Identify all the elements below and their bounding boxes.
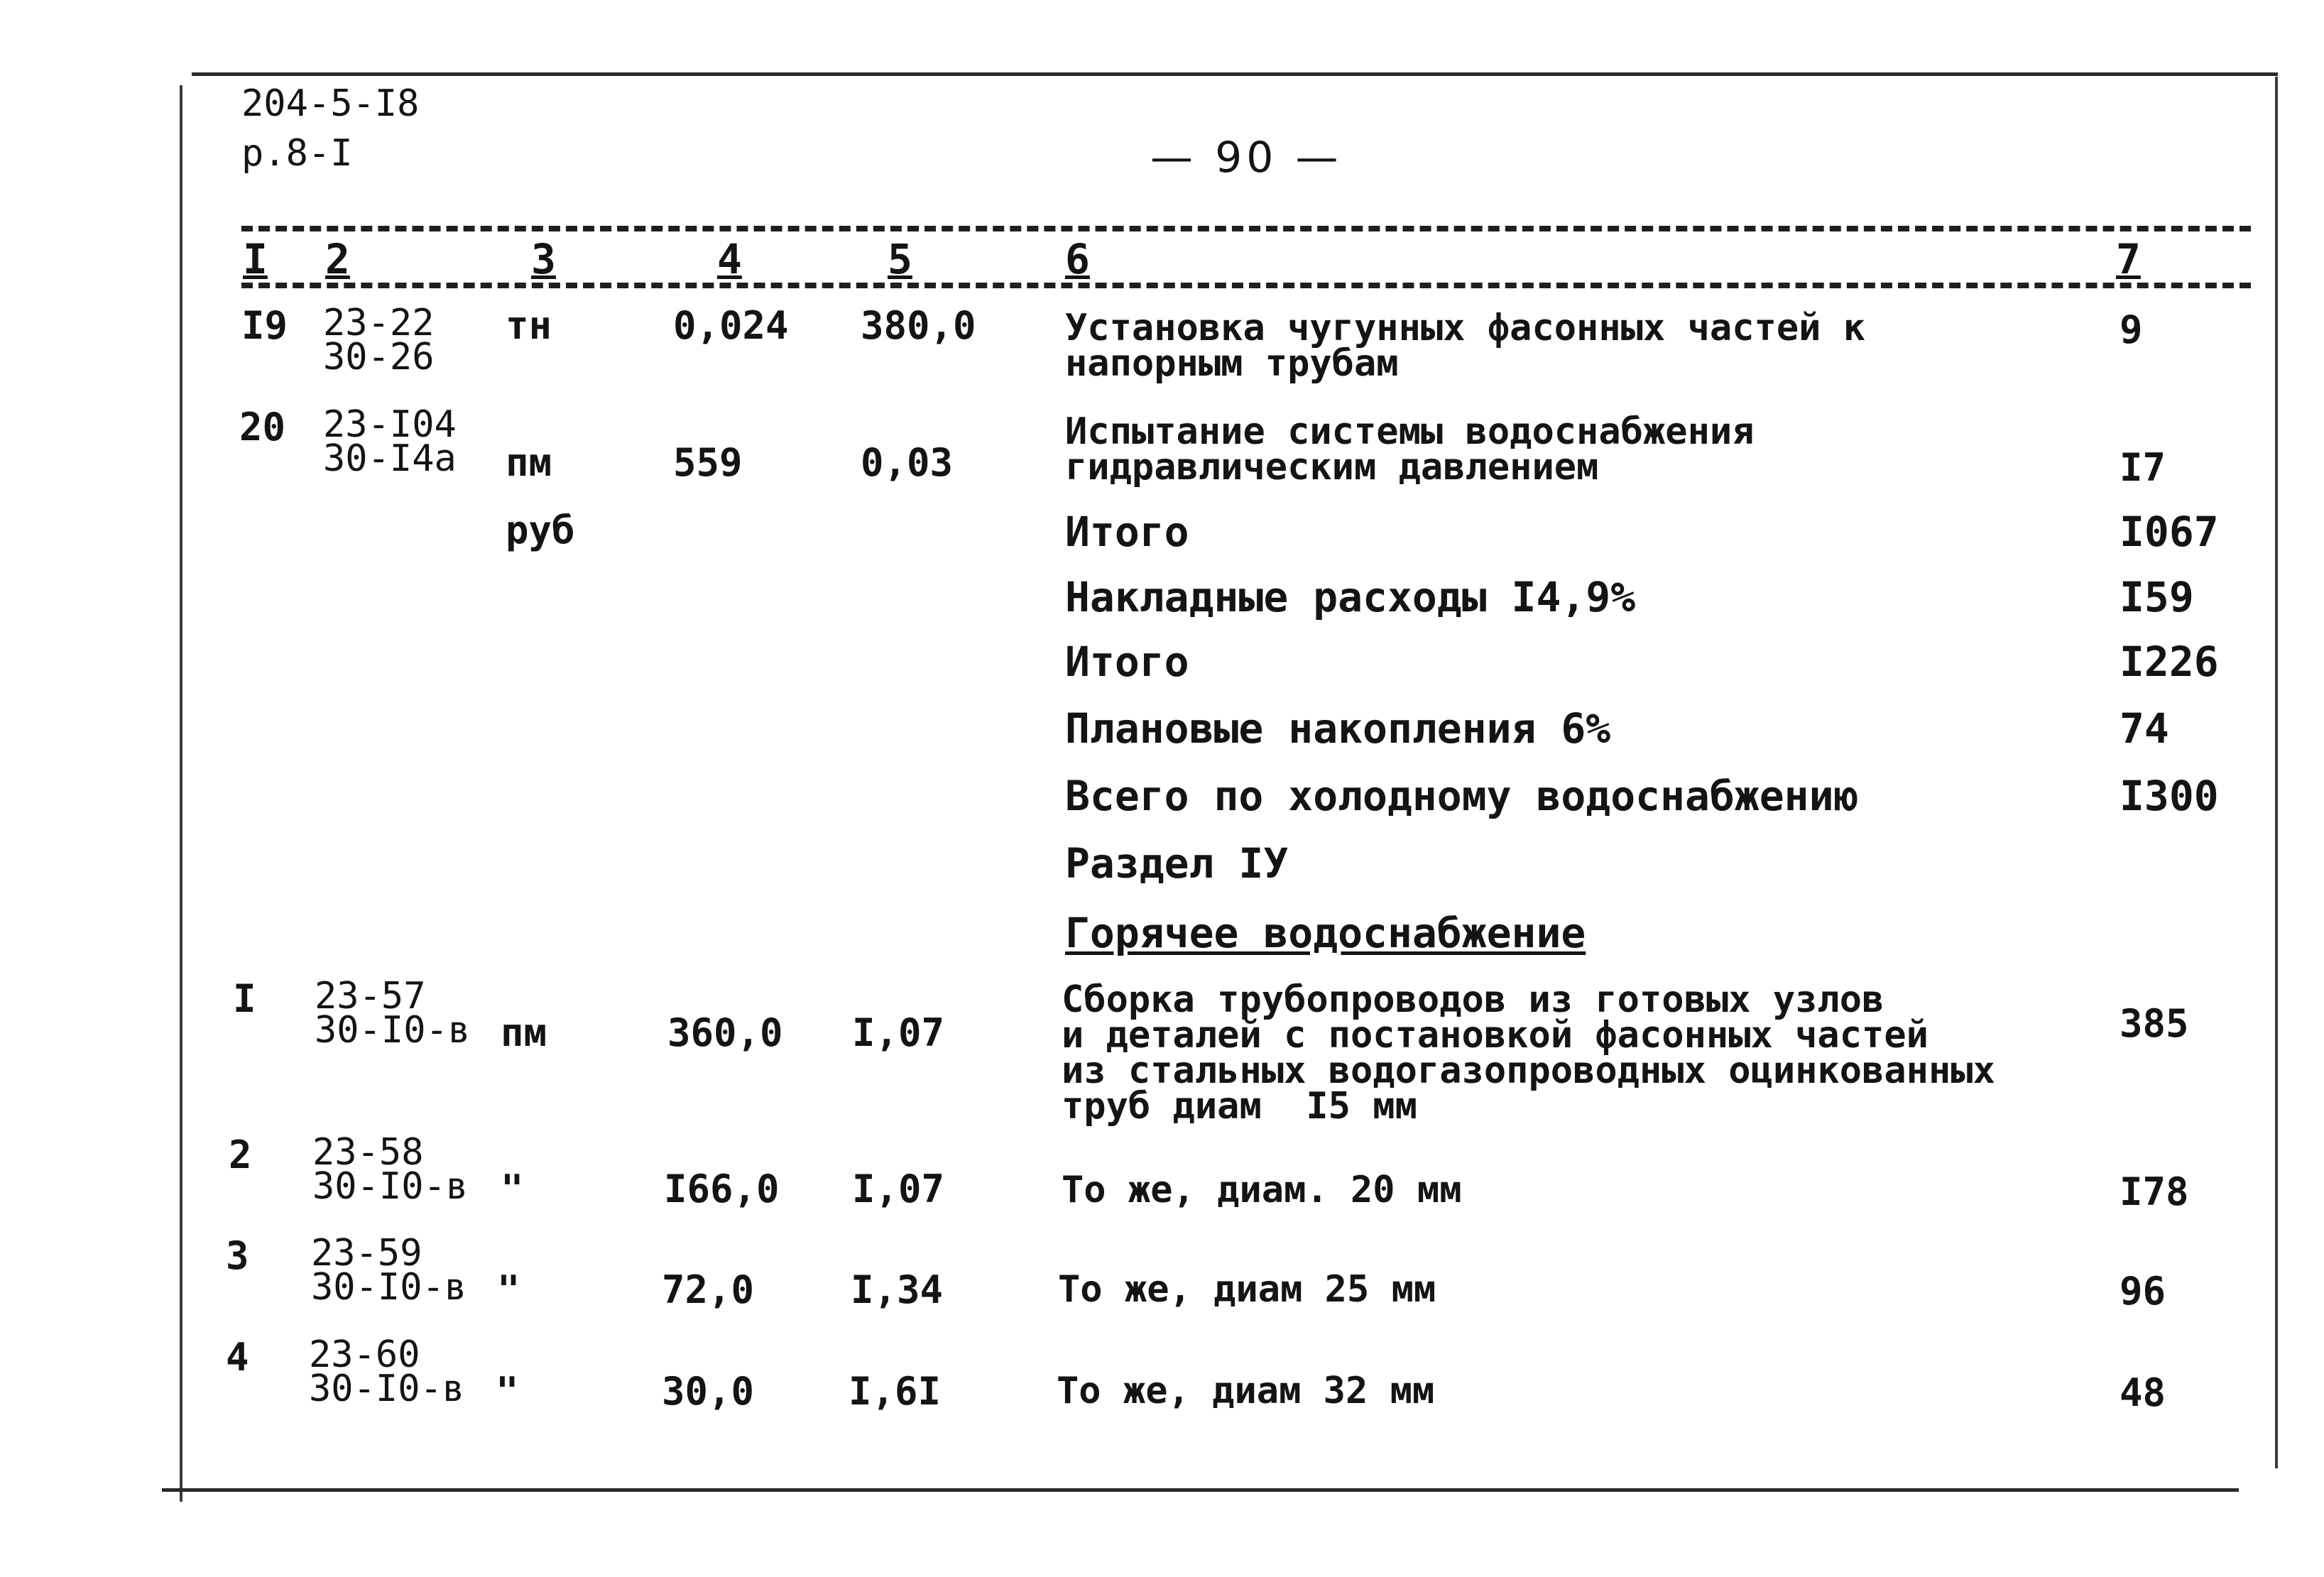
planned-savings-value: 74 bbox=[2120, 704, 2169, 753]
unit-price: I,07 bbox=[852, 1167, 945, 1211]
work-description: Сборка трубопроводов из готовых узлов и деталей с постановкой фасонных частей из стальных водогазопроводных оцинкованных труб диам I5 мм bbox=[1062, 978, 1995, 1128]
column-3-header: 3 bbox=[531, 235, 556, 283]
quantity: 0,024 bbox=[673, 303, 789, 348]
unit-price: I,07 bbox=[852, 1010, 945, 1055]
frame-top-border bbox=[192, 72, 2278, 76]
unit-price: I,34 bbox=[851, 1267, 944, 1312]
page-number: — 90 — bbox=[1150, 133, 1343, 182]
row-number: I bbox=[233, 976, 256, 1021]
unit: тн bbox=[506, 303, 552, 348]
unit: пм bbox=[506, 440, 552, 485]
work-description: То же, диам. 20 мм bbox=[1062, 1169, 1462, 1211]
frame-right-border bbox=[2275, 77, 2278, 1468]
row-number: 4 bbox=[226, 1335, 249, 1380]
planned-savings-label: Плановые накопления 6% bbox=[1065, 704, 1611, 753]
column-5-header: 5 bbox=[888, 235, 912, 283]
total-cost: 96 bbox=[2120, 1269, 2166, 1314]
column-4-header: 4 bbox=[717, 235, 742, 283]
work-description: Испытание системы водоснабжения гидравлическим давлением bbox=[1065, 410, 1755, 489]
section-title: Горячее водоснабжение bbox=[1065, 909, 1586, 957]
total-cost: I7 bbox=[2120, 445, 2166, 490]
unit-price: 380,0 bbox=[861, 303, 976, 348]
quantity: 360,0 bbox=[667, 1010, 783, 1055]
unit: " bbox=[501, 1167, 524, 1211]
header-dashed-line-top bbox=[241, 226, 2251, 231]
rate-code: 23-60 30-I0-в bbox=[309, 1333, 465, 1410]
section-heading: Раздел IУ bbox=[1065, 839, 1289, 888]
cold-water-total-value: I300 bbox=[2120, 772, 2219, 820]
quantity: 559 bbox=[673, 440, 743, 485]
column-2-header: 2 bbox=[325, 235, 350, 283]
total-cost: 9 bbox=[2120, 307, 2143, 352]
header-dashed-line-bottom bbox=[241, 283, 2251, 288]
unit-price: I,6I bbox=[849, 1369, 942, 1414]
subtotal-label: Итого bbox=[1065, 508, 1189, 556]
rate-code: 23-I04 30-I4a bbox=[323, 403, 457, 480]
unit: " bbox=[497, 1267, 520, 1312]
work-description: То же, диам 32 мм bbox=[1057, 1370, 1435, 1412]
overhead-label: Накладные расходы I4,9% bbox=[1065, 573, 1636, 621]
column-6-header: 6 bbox=[1065, 235, 1090, 283]
row-number: 20 bbox=[239, 405, 286, 449]
frame-left-border bbox=[180, 85, 182, 1502]
unit: " bbox=[496, 1369, 519, 1414]
column-7-header: 7 bbox=[2116, 235, 2141, 283]
quantity: 30,0 bbox=[662, 1369, 755, 1414]
frame-bottom-border bbox=[162, 1488, 2239, 1492]
unit-price: 0,03 bbox=[861, 440, 954, 485]
document-code: 204-5-I8 bbox=[241, 82, 420, 125]
rate-code: 23-59 30-I0-в bbox=[311, 1232, 467, 1309]
overhead-value: I59 bbox=[2120, 573, 2194, 621]
currency-unit: руб bbox=[506, 508, 575, 552]
work-description: То же, диам 25 мм bbox=[1058, 1268, 1436, 1311]
rate-code: 23-22 30-26 bbox=[323, 302, 435, 378]
total-cost: I78 bbox=[2120, 1169, 2189, 1214]
row-number: 3 bbox=[226, 1233, 249, 1278]
unit: пм bbox=[501, 1010, 547, 1055]
row-number: I9 bbox=[241, 303, 288, 348]
column-1-header: I bbox=[243, 235, 268, 283]
total-cost: 385 bbox=[2120, 1001, 2189, 1046]
quantity: I66,0 bbox=[664, 1167, 780, 1211]
rate-code: 23-58 30-I0-в bbox=[312, 1131, 469, 1208]
work-description: Установка чугунных фасонных частей к напорным трубам bbox=[1065, 307, 1866, 385]
subtotal-value: I226 bbox=[2120, 638, 2219, 686]
document-section: p.8-I bbox=[241, 132, 353, 175]
subtotal-label: Итого bbox=[1065, 638, 1189, 686]
rate-code: 23-57 30-I0-в bbox=[315, 975, 471, 1052]
total-cost: 48 bbox=[2120, 1370, 2166, 1415]
row-number: 2 bbox=[229, 1133, 252, 1177]
subtotal-value: I067 bbox=[2120, 508, 2219, 556]
quantity: 72,0 bbox=[662, 1267, 755, 1312]
cold-water-total-label: Всего по холодному водоснабжению bbox=[1065, 772, 1859, 820]
